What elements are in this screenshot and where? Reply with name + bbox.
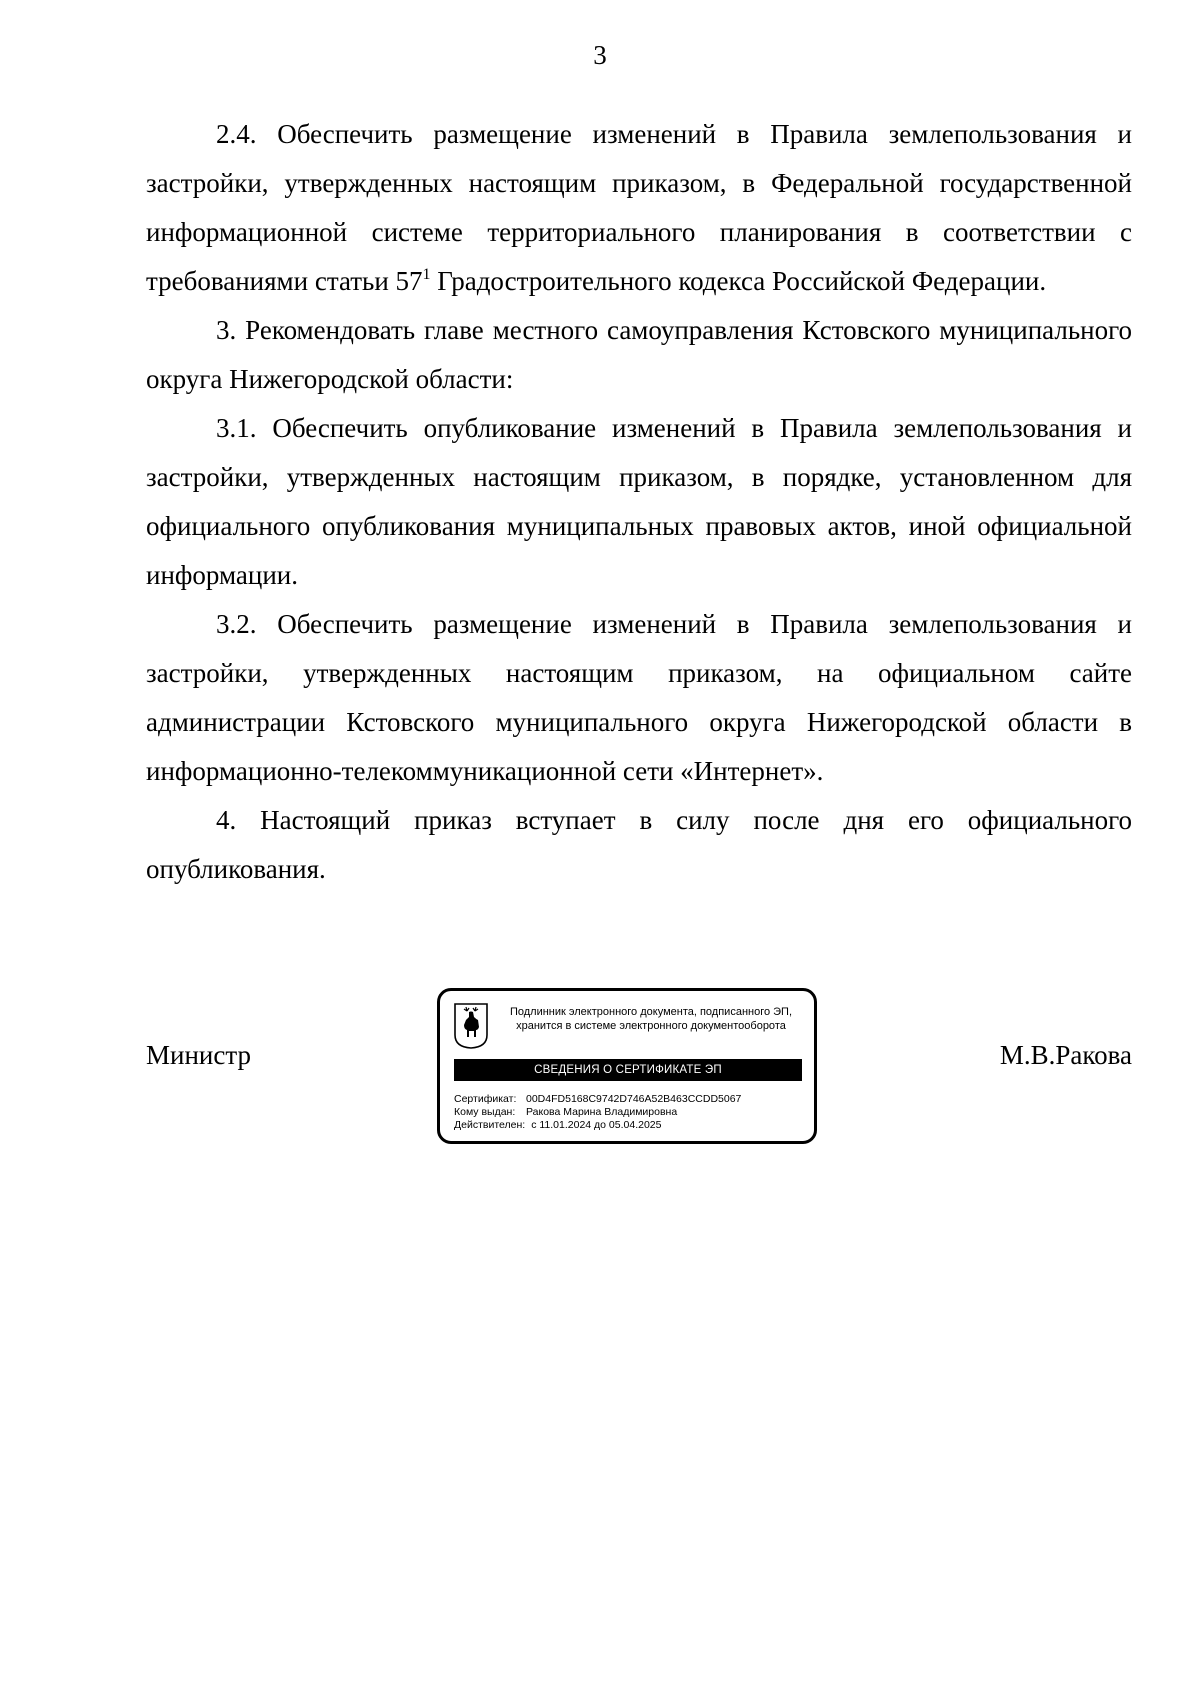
stamp-value: 00D4FD5168C9742D746A52B463CCDD5067 bbox=[526, 1093, 742, 1105]
stamp-title-bar: СВЕДЕНИЯ О СЕРТИФИКАТЕ ЭП bbox=[454, 1059, 802, 1081]
electronic-signature-stamp bbox=[437, 988, 817, 1144]
paragraph-3-2: 3.2. Обеспечить размещение изменений в Правила землепользования и застройки, утвержденных настоящим приказом, на официальном сайте администрации Кстовского муниципального округа Нижегородской области в информационно-телекоммуникационной сети «Интернет». bbox=[146, 609, 1132, 786]
paragraph-2-4-tail: Градостроительного кодекса Российской Федерации. bbox=[430, 266, 1047, 296]
stamp-value: с 11.01.2024 до 05.04.2025 bbox=[531, 1119, 662, 1131]
stamp-label: Кому выдан: bbox=[454, 1106, 516, 1118]
stamp-row-certificate bbox=[454, 1093, 741, 1106]
signatory-name: М.В.Ракова bbox=[999, 1040, 1132, 1070]
paragraph-3-1: 3.1. Обеспечить опубликование изменений в Правила землепользования и застройки, утвержденных настоящим приказом, в порядке, установленном для официального опубликования муниципальных правовых актов, иной официальной информации. bbox=[146, 413, 1132, 590]
stamp-details bbox=[454, 1093, 741, 1132]
signatory-role: Министр bbox=[146, 1040, 251, 1070]
stamp-row-issued-to bbox=[454, 1106, 741, 1119]
stamp-header-line: Подлинник электронного документа, подписанного ЭП, bbox=[509, 1006, 793, 1018]
stamp-header-line: хранится в системе электронного документооборота bbox=[516, 1020, 786, 1032]
nizhny-novgorod-deer-emblem-icon bbox=[454, 1003, 488, 1049]
superscript: 1 bbox=[422, 266, 431, 283]
stamp-row-validity bbox=[454, 1119, 741, 1132]
document-body bbox=[146, 110, 1132, 894]
stamp-value: Ракова Марина Владимировна bbox=[526, 1106, 678, 1118]
paragraph-2-4 bbox=[146, 110, 1132, 306]
stamp-label: Действителен: bbox=[454, 1119, 526, 1131]
stamp-header bbox=[496, 1005, 806, 1033]
paragraph-4: 4. Настоящий приказ вступает в силу после дня его официального опубликования. bbox=[146, 805, 1132, 884]
page-number: 3 bbox=[593, 40, 607, 70]
stamp-label: Сертификат: bbox=[454, 1093, 517, 1105]
paragraph-2-4-text: 2.4. Обеспечить размещение изменений в Правила землепользования и застройки, утвержденных настоящим приказом, в Федеральной государственной информационной системе территориального планирования в соответствии с требованиями статьи 57 bbox=[146, 119, 1132, 296]
paragraph-3: 3. Рекомендовать главе местного самоуправления Кстовского муниципального округа Нижегородской области: bbox=[146, 315, 1132, 394]
